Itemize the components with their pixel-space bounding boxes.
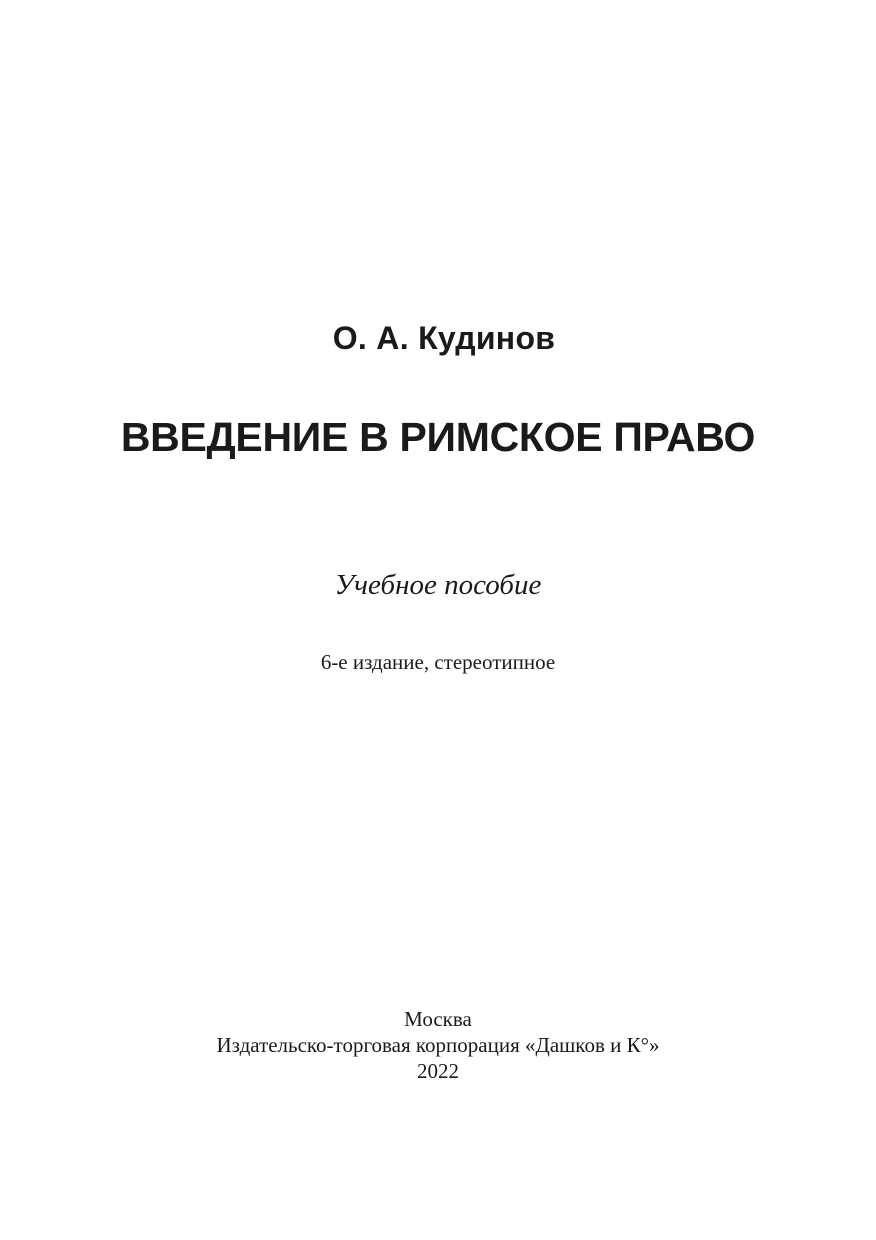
book-title: ВВЕДЕНИЕ В РИМСКОЕ ПРАВО: [120, 414, 756, 460]
imprint-publisher: Издательско-торговая корпорация «Дашков и К°»: [216, 1033, 660, 1057]
imprint-city: Москва: [404, 1007, 472, 1031]
edition-info: 6-е издание, стереотипное: [320, 650, 556, 674]
book-genre: Учебное пособие: [334, 569, 542, 601]
imprint-year: 2022: [417, 1059, 459, 1083]
author-name: О. А. Кудинов: [332, 320, 556, 356]
